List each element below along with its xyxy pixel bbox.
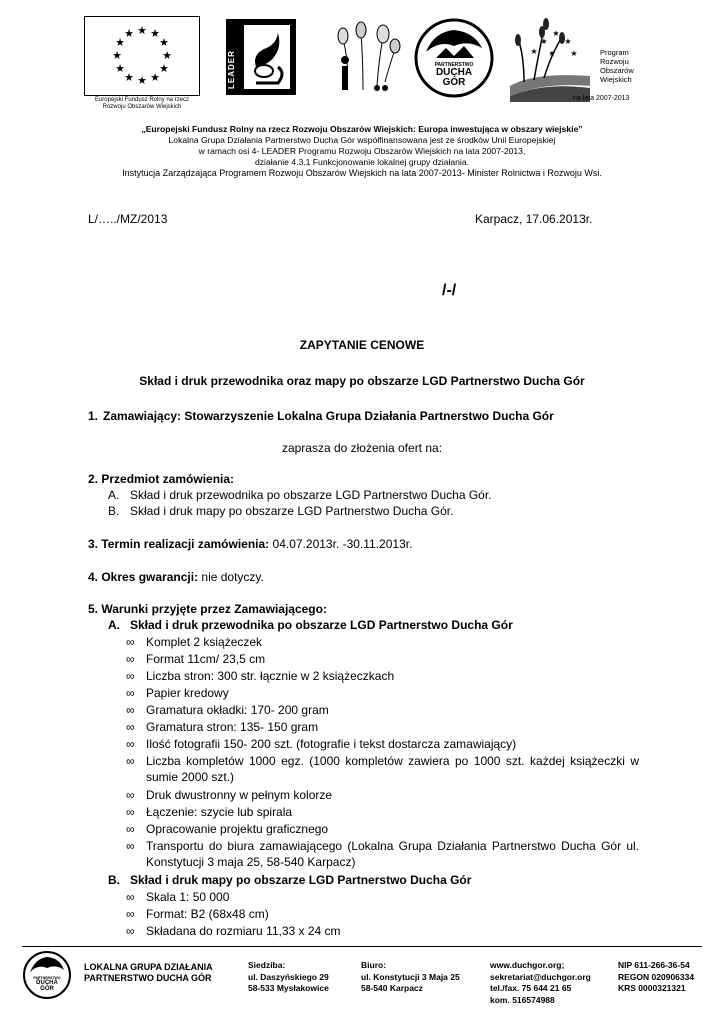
leader-text: LEADER	[227, 50, 236, 89]
pdg-circle-logo	[414, 18, 494, 98]
eu-flag-logo	[84, 16, 200, 96]
footer-registry: NIP 611-266-36-54 REGON 020906334 KRS 0000321321	[618, 960, 695, 993]
footer-divider	[22, 946, 702, 947]
signature-mark: /-/	[442, 282, 457, 299]
section-2-heading: 2. Przedmiot zamówienia:	[88, 472, 235, 486]
section-2-item-a: Skład i druk przewodnika po obszarze LGD Partnerstwo Ducha Gór.	[130, 488, 492, 502]
footer-website-link[interactable]: www.duchgor.org;	[490, 960, 565, 970]
bullet-icon: ∞	[126, 669, 135, 683]
bullet-icon: ∞	[126, 754, 135, 768]
svg-text:★: ★	[124, 71, 134, 84]
svg-text:★: ★	[540, 37, 548, 46]
section-5b-heading: Skład i druk mapy po obszarze LGD Partnerstwo Ducha Gór	[130, 873, 472, 887]
footer-contact: www.duchgor.org; sekretariat@duchgor.org tel./fax. 75 644 21 65 kom. 516574988	[490, 960, 591, 1005]
svg-text:★: ★	[548, 49, 556, 58]
svg-text:★: ★	[137, 74, 147, 87]
prow-logo	[504, 16, 598, 106]
svg-text:★: ★	[137, 24, 147, 37]
section-3	[88, 536, 412, 552]
bullet-icon: ∞	[126, 652, 135, 666]
svg-text:★: ★	[570, 49, 578, 58]
footer-seat: Siedziba: ul. Daszyńskiego 29 58-533 Mysłakowice	[248, 960, 329, 993]
section-3-value: 04.07.2013r. -30.11.2013r.	[272, 537, 413, 551]
section-2-item-a-letter: A.	[108, 488, 120, 502]
svg-text:★: ★	[150, 71, 160, 84]
section-1-heading: Zamawiający: Stowarzyszenie Lokalna Grupa Działania Partnerstwo Ducha Gór	[103, 409, 554, 423]
section-1-number: 1.	[88, 409, 99, 423]
section-5a-letter: A.	[108, 618, 120, 632]
section-2-item-b-letter: B.	[108, 504, 120, 518]
document-title: ZAPYTANIE CENOWE	[299, 338, 425, 352]
bullet-icon: ∞	[126, 788, 135, 802]
bullet-icon: ∞	[126, 907, 135, 921]
section-2-item-b: Skład i druk mapy po obszarze LGD Partnerstwo Ducha Gór.	[130, 504, 454, 518]
svg-text:★: ★	[159, 36, 169, 49]
flowers-logo	[333, 20, 403, 96]
header-line-3: w ramach osi 4- LEADER Programu Rozwoju Obszarów Wiejskich na lata 2007-2013,	[198, 146, 526, 156]
invitation-text: zaprasza do złożenia ofert na:	[281, 441, 443, 455]
bullet-icon: ∞	[126, 805, 135, 819]
svg-text:★: ★	[159, 62, 169, 75]
svg-text:★: ★	[124, 27, 134, 40]
bullet-icon: ∞	[126, 737, 135, 751]
footer-logo-label: PARTNERSTWO DUCHA GÓR	[33, 976, 61, 992]
svg-text:★: ★	[564, 37, 572, 46]
leader-logo	[226, 19, 296, 95]
svg-text:★: ★	[162, 49, 172, 62]
section-4-label: 4. Okres gwarancji:	[88, 570, 199, 584]
footer-office: Biuro: ul. Konstytucji 3 Maja 25 58-540 Karpacz	[361, 960, 460, 993]
bullet-icon: ∞	[126, 703, 135, 717]
bullet-icon: ∞	[126, 924, 135, 938]
section-4-value: nie dotyczy.	[201, 570, 264, 584]
header-line-2: Lokalna Grupa Działania Partnerstwo Ducha Gór współfinansowana jest ze środków Unii Europejskiej	[168, 135, 556, 145]
section-5-heading: 5. Warunki przyjęte przez Zamawiającego:	[88, 602, 327, 616]
eu-caption: Europejski Fundusz Rolny na rzecz Rozwoju Obszarów Wiejskich	[94, 97, 190, 110]
bullet-icon: ∞	[126, 686, 135, 700]
section-5b-letter: B.	[108, 873, 120, 887]
header-line-1: „Europejski Fundusz Rolny na rzecz Rozwoju Obszarów Wiejskich: Europa inwestująca w obszary wiejskie”	[141, 124, 583, 134]
footer-email-link[interactable]: sekretariat@duchgor.org	[490, 971, 591, 982]
bullet-icon: ∞	[126, 635, 135, 649]
bullet-icon: ∞	[126, 720, 135, 734]
place-date: Karpacz, 17.06.2013r.	[475, 212, 593, 226]
svg-text:★: ★	[150, 27, 160, 40]
prow-text: Program Rozwoju Obszarów Wiejskich	[600, 48, 634, 84]
svg-text:★: ★	[552, 29, 560, 38]
footer-org-name: LOKALNA GRUPA DZIAŁANIA PARTNERSTWO DUCHA GÓR	[84, 962, 213, 983]
bullet-icon: ∞	[126, 839, 135, 853]
bullet-icon: ∞	[126, 890, 135, 904]
footer-pdg-logo	[22, 950, 72, 1000]
svg-text:★: ★	[115, 36, 125, 49]
svg-text:★: ★	[115, 62, 125, 75]
document-subtitle: Skład i druk przewodnika oraz mapy po obszarze LGD Partnerstwo Ducha Gór	[139, 374, 585, 388]
svg-text:★: ★	[530, 47, 538, 56]
svg-text:★: ★	[112, 49, 122, 62]
bullet-icon: ∞	[126, 822, 135, 836]
header-line-5: Instytucja Zarządzająca Programem Rozwoju Obszarów Wiejskich na lata 2007-2013- Minister Rolnictwa i Rozwoju Wsi.	[122, 168, 602, 178]
section-4	[88, 569, 264, 585]
section-3-label: 3. Termin realizacji zamówienia:	[88, 537, 270, 551]
pdg-logo-label: PARTNERSTWO DUCHA GÓR	[434, 62, 474, 88]
section-5a-heading: Skład i druk przewodnika po obszarze LGD Partnerstwo Ducha Gór	[130, 618, 513, 632]
prow-years: na lata 2007-2013	[573, 95, 630, 102]
reference-number: L/…../MZ/2013	[88, 212, 168, 226]
header-line-4: działanie 4.3.1 Funkcjonowanie lokalnej grupy działania.	[254, 157, 470, 167]
